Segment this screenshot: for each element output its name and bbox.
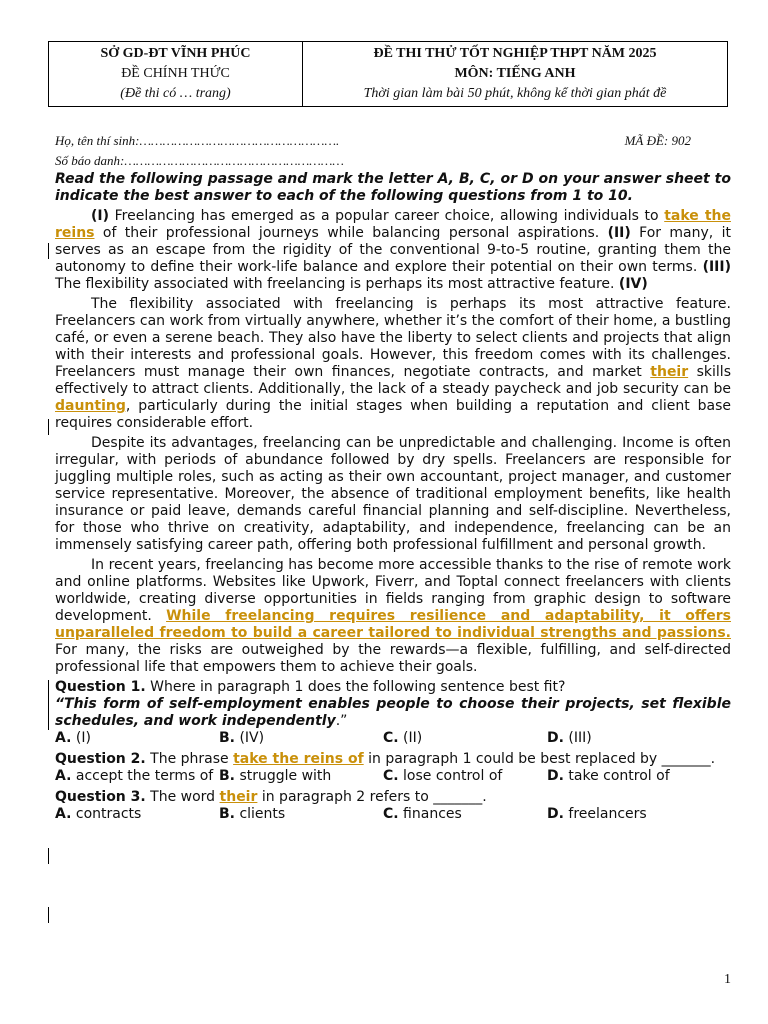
option-b[interactable] — [219, 730, 383, 747]
margin-mark — [48, 419, 49, 435]
option-text: finances — [398, 806, 462, 822]
option-d[interactable] — [547, 806, 711, 823]
option-letter: C. — [383, 730, 399, 746]
exam-header — [48, 41, 728, 107]
highlighted-word: their — [650, 364, 689, 380]
candidate-info — [55, 131, 731, 171]
option-text: (III) — [563, 730, 592, 746]
candidate-name-line: Họ, tên thí sinh:……………………………………………. — [55, 133, 340, 148]
passage-text: of their professional journeys while balancing personal aspirations. — [94, 225, 608, 241]
option-letter: D. — [547, 730, 564, 746]
quoted-sentence: This form of self-employment enables people to choose their projects, set flexible schedules, and work independently — [55, 696, 731, 729]
option-text: struggle with — [235, 768, 332, 784]
header-left-cell — [49, 42, 303, 107]
option-d[interactable] — [547, 730, 711, 747]
margin-mark — [48, 680, 49, 730]
question-3 — [55, 789, 731, 806]
time-note: Thời gian làm bài 50 phút, không kể thời gian phát đề — [363, 86, 667, 101]
question-text: in paragraph 1 could be best replaced by _______. — [363, 751, 716, 767]
question-text: in paragraph 2 refers to _______. — [257, 789, 487, 805]
passage-text: For many, the risks are outweighed by the rewards—a flexible, fulfilling, and self-directed professional life that empowers them to achieve their goals. — [55, 642, 731, 675]
option-letter: B. — [219, 730, 235, 746]
option-text: clients — [235, 806, 286, 822]
option-letter: C. — [383, 768, 399, 784]
highlighted-sentence: While freelancing requires resilience and adaptability, it offers unparalleled freedom to build a career tailored to individual strengths and passions. — [55, 608, 731, 641]
position-marker: (III) — [702, 259, 731, 275]
question-label: Question 2. — [55, 751, 146, 767]
option-letter: B. — [219, 768, 235, 784]
question-1-quote — [55, 696, 731, 730]
option-d[interactable] — [547, 768, 711, 785]
option-text: contracts — [71, 806, 142, 822]
question-label: Question 3. — [55, 789, 146, 805]
paragraph-3: Despite its advantages, freelancing can be unpredictable and challenging. Income is often irregular, with periods of abundance followed by dry spells. Freelancers are responsible for juggling multiple roles, such as acting as their own accountant, project manager, and customer service representative. Moreover, the absence of traditional employment benefits, like health insurance or paid leave, demands careful financial planning and self-discipline. Nevertheless, for those who thrive on creativity, adaptability, and independence, freelancing can be an immensely satisfying career path, offering both professional fulfillment and personal growth. — [55, 435, 731, 553]
option-c[interactable] — [383, 730, 547, 747]
option-text: (I) — [71, 730, 91, 746]
exam-content — [55, 171, 731, 827]
header-right-cell — [303, 42, 728, 107]
question-text: The word — [145, 789, 220, 805]
option-a[interactable] — [55, 730, 219, 747]
highlighted-word: their — [219, 789, 258, 805]
department-name: SỞ GD-ĐT VĨNH PHÚC — [100, 46, 251, 61]
margin-mark — [48, 907, 49, 923]
question-2 — [55, 751, 731, 768]
subject-name: MÔN: TIẾNG ANH — [454, 66, 576, 81]
highlighted-phrase: take the reins of — [233, 751, 364, 767]
option-c[interactable] — [383, 768, 547, 785]
position-marker: (II) — [607, 225, 631, 241]
question-2-options — [55, 768, 731, 785]
option-text: (II) — [398, 730, 423, 746]
option-text: accept the terms of — [71, 768, 214, 784]
option-text: freelancers — [563, 806, 647, 822]
option-letter: A. — [55, 806, 72, 822]
paragraph-1 — [55, 208, 731, 293]
question-text: Where in paragraph 1 does the following sentence best fit? — [145, 679, 566, 695]
option-letter: A. — [55, 730, 72, 746]
question-label: Question 1. — [55, 679, 146, 695]
option-letter: A. — [55, 768, 72, 784]
passage-text: For many, it serves as an escape from the rigidity of the conventional 9-to-5 routine, granting them the autonomy to define their work-life balance and explore their potential on their own terms. — [55, 225, 731, 275]
paragraph-4 — [55, 557, 731, 676]
option-a[interactable] — [55, 768, 219, 785]
option-letter: C. — [383, 806, 399, 822]
passage-text: The flexibility associated with freelancing is perhaps its most attractive feature. — [55, 276, 619, 292]
question-3-options — [55, 806, 731, 823]
option-letter: D. — [547, 768, 564, 784]
question-1 — [55, 679, 731, 696]
instruction: Read the following passage and mark the letter A, B, C, or D on your answer sheet to indicate the best answer to each of the following questions from 1 to 10. — [55, 171, 731, 204]
question-1-options — [55, 730, 731, 747]
option-text: (IV) — [235, 730, 265, 746]
option-text: take control of — [563, 768, 670, 784]
question-text: The phrase — [145, 751, 234, 767]
passage-text: In recent years, freelancing has become more accessible thanks to the rise of remote work and online platforms. Websites like Upwork, Fiverr, and Toptal connect freelancers with clients worldwide, creating diverse opportunities in fields ranging from graphic design to software development. — [55, 557, 731, 624]
position-marker: (IV) — [618, 276, 648, 292]
option-b[interactable] — [219, 768, 383, 785]
exam-code: MÃ ĐỀ: 902 — [624, 133, 691, 148]
highlighted-phrase: take the reins — [55, 208, 731, 241]
paragraph-2 — [55, 296, 731, 432]
margin-mark — [48, 848, 49, 864]
page-number: 1 — [724, 972, 731, 987]
passage-text: , particularly during the initial stages when building a reputation and client base requires considerable effort. — [55, 398, 731, 431]
exam-title: ĐỀ THI THỬ TỐT NGHIỆP THPT NĂM 2025 — [373, 46, 657, 61]
option-b[interactable] — [219, 806, 383, 823]
official-label: ĐỀ CHÍNH THỨC — [121, 66, 230, 81]
page-count-note: (Đề thi có … trang) — [120, 86, 231, 101]
option-a[interactable] — [55, 806, 219, 823]
passage-text: skills effectively to attract clients. Additionally, the lack of a steady paycheck and job security can be — [55, 364, 731, 397]
position-marker: (I) — [91, 208, 110, 224]
option-letter: B. — [219, 806, 235, 822]
passage-text: Freelancing has emerged as a popular career choice, allowing individuals to — [109, 208, 665, 224]
option-letter: D. — [547, 806, 564, 822]
candidate-number-line: Số báo danh:………………………………………………… — [55, 153, 344, 168]
quote-mark: “ — [55, 696, 65, 712]
quote-mark: .” — [335, 713, 348, 729]
highlighted-word: daunting — [55, 398, 126, 414]
option-text: lose control of — [398, 768, 503, 784]
margin-mark — [48, 243, 49, 259]
passage-text: The flexibility associated with freelancing is perhaps its most attractive feature. Freelancers can work from virtually anywhere, whether it’s the comfort of their home, a bustling café, or even a serene beach. They also have the liberty to select clients and projects that align with their interests and professional goals. However, this freedom comes with its challenges. Freelancers must manage their own finances, negotiate contracts, and market — [55, 296, 731, 380]
option-c[interactable] — [383, 806, 547, 823]
